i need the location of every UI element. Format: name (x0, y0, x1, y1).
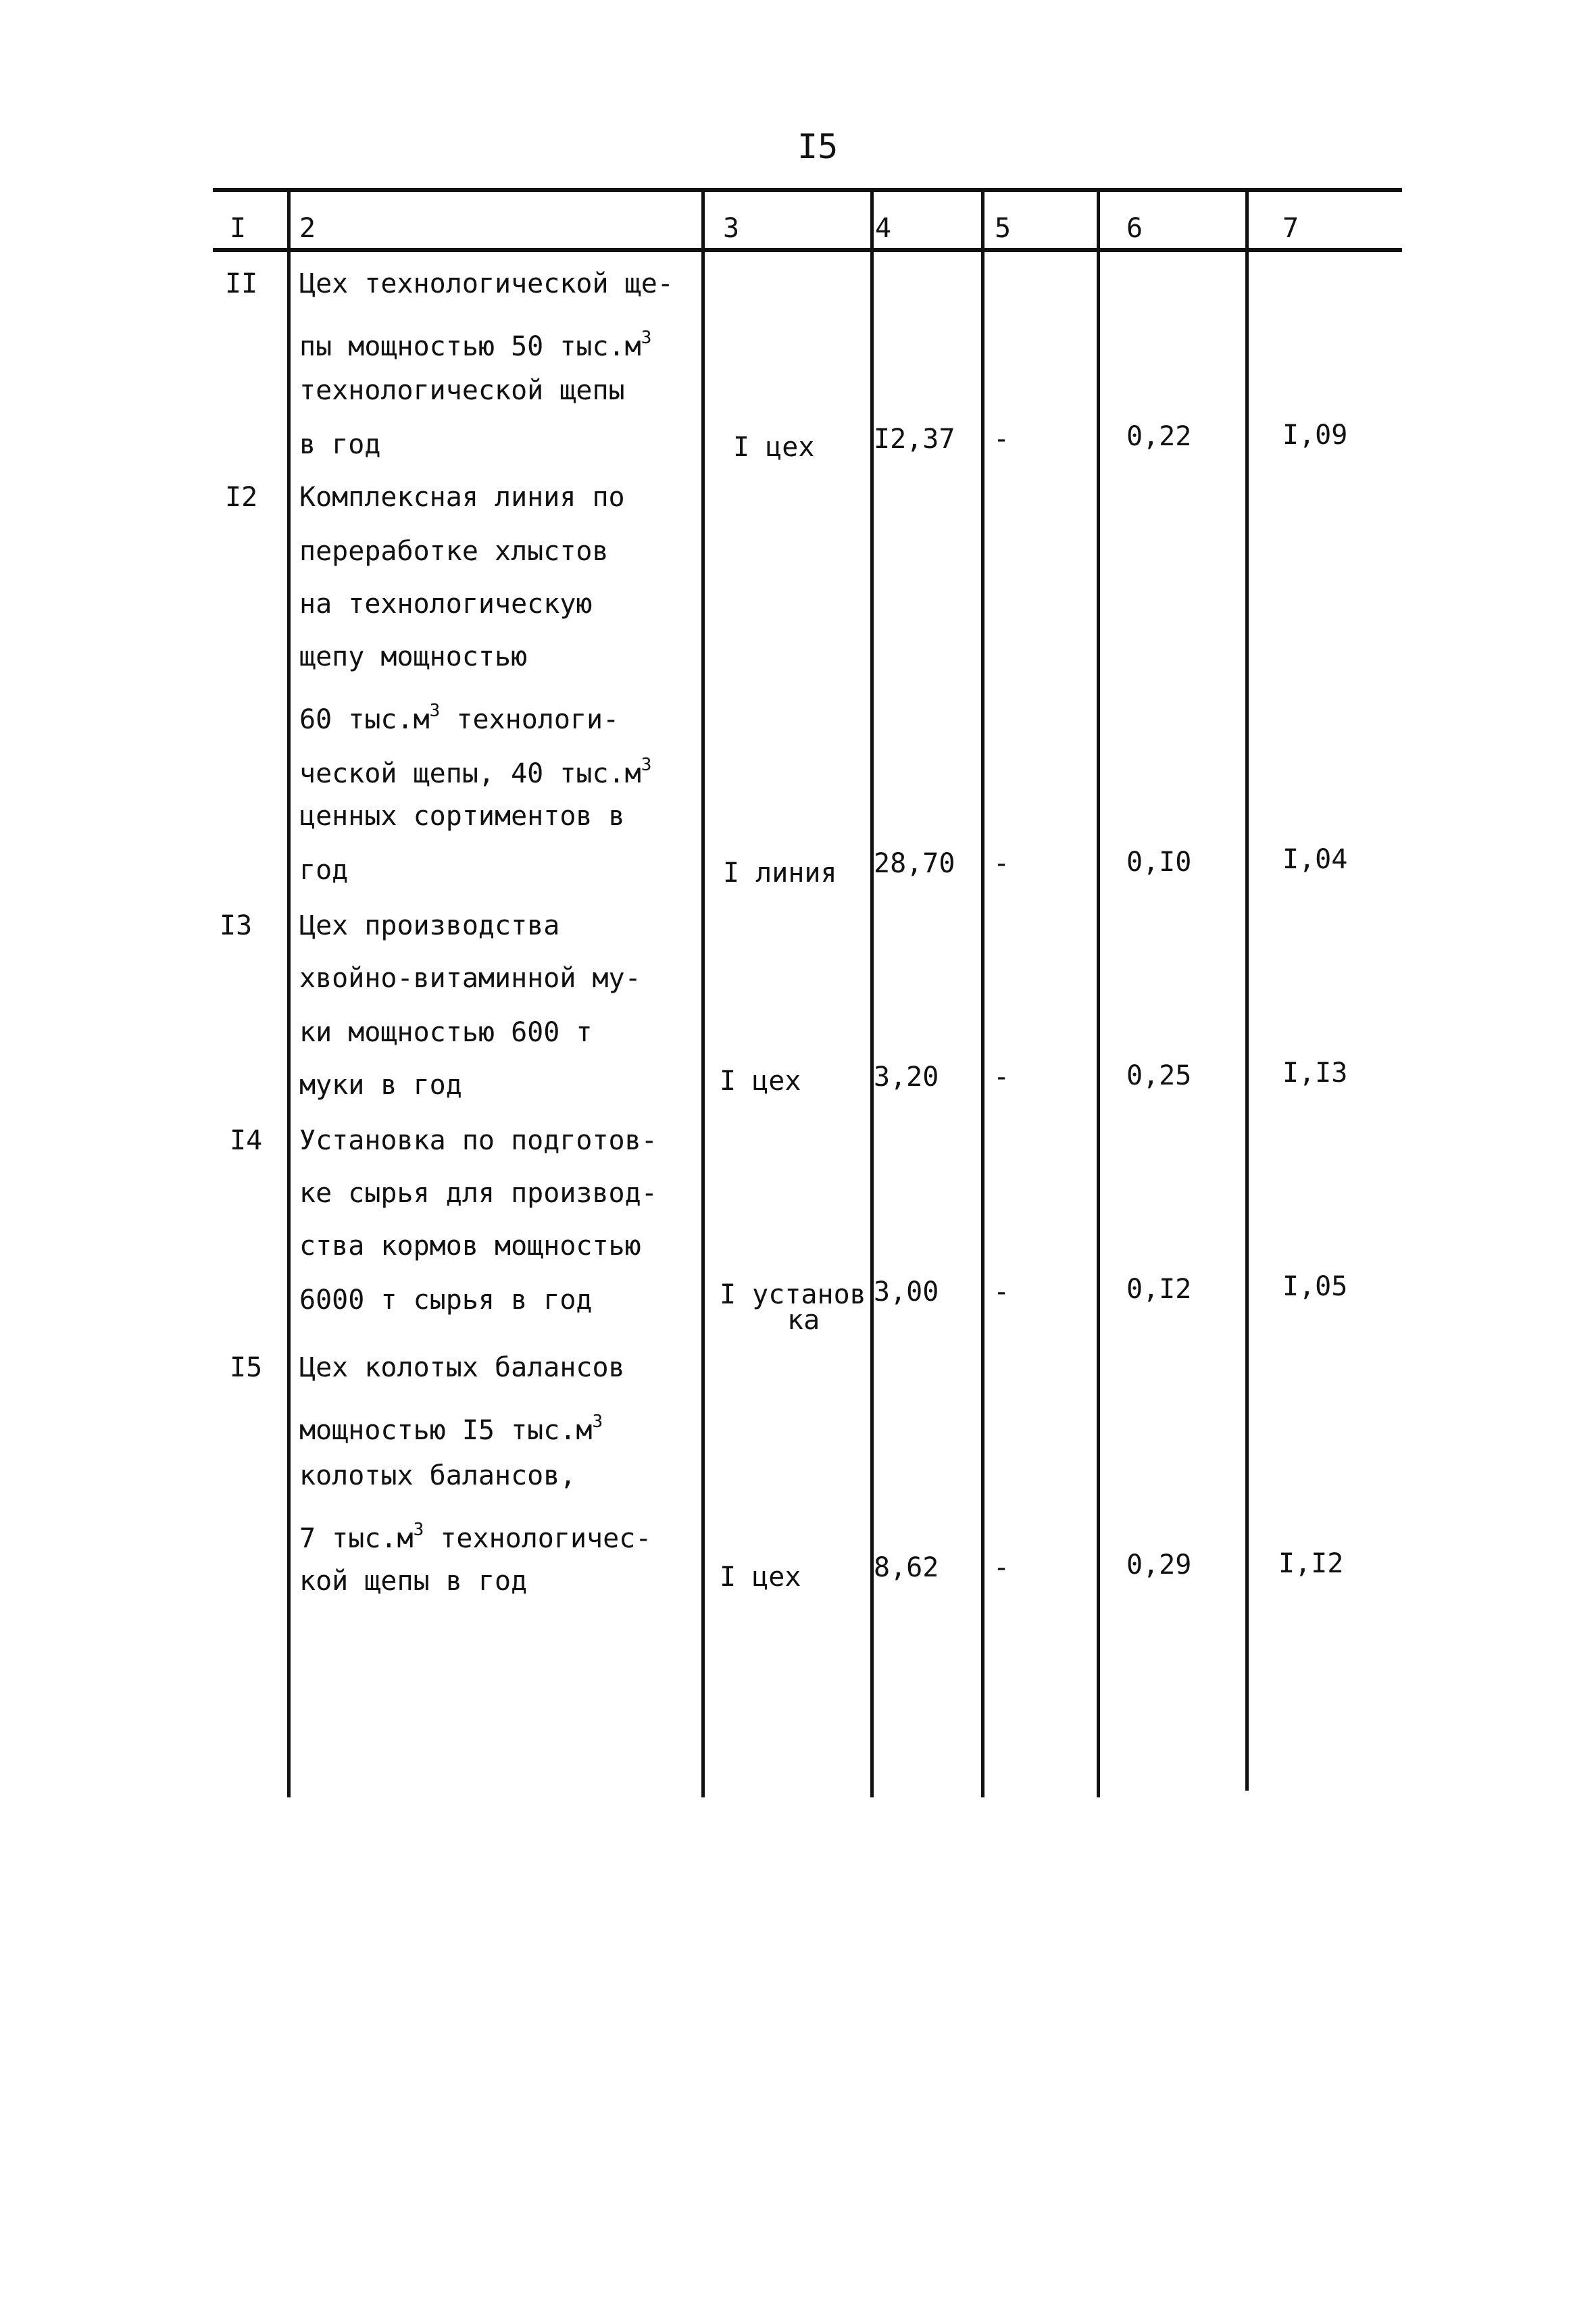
cell-col7: I,I3 (1282, 1057, 1348, 1089)
description-line: кой щепы в год (299, 1566, 528, 1597)
row-number: I3 (220, 910, 253, 941)
row-number: I2 (225, 482, 258, 513)
description-line: 7 $тыс.м^3$ технологичес- (299, 1520, 652, 1554)
column-divider-1 (287, 189, 291, 1797)
description-line: ческой щепы, 40 $тыс.м^3$ (299, 755, 652, 789)
cell-col7: I,04 (1282, 844, 1348, 875)
row-number: II (225, 268, 258, 299)
header-cell: 4 (875, 213, 892, 244)
unit-cell: ка (787, 1305, 820, 1336)
cell-col4: 28,70 (874, 848, 955, 879)
description-line: Установка по подготов- (299, 1125, 657, 1156)
description-line: Комплексная линия по (299, 482, 625, 513)
description-line: ке сырья для производ- (299, 1178, 657, 1209)
row-number: I5 (230, 1352, 263, 1383)
cell-col5: - (993, 1276, 1010, 1308)
page-number: I5 (797, 127, 839, 166)
cell-col6: 0,I0 (1126, 847, 1192, 878)
description-line: мощностью I5 $тыс.м^3$ (299, 1412, 603, 1446)
cell-col6: 0,25 (1126, 1060, 1192, 1091)
cell-col7: I,09 (1282, 420, 1348, 451)
description-line: технологической щепы (299, 375, 625, 406)
description-line: 60 $тыс.м^3$ технологи- (299, 701, 620, 735)
column-divider-4 (981, 189, 984, 1797)
cell-col7: I,05 (1282, 1271, 1348, 1302)
description-line: ки мощностью 600 т (299, 1017, 593, 1048)
header-cell: I (230, 213, 247, 244)
cell-col6: 0,29 (1126, 1549, 1192, 1580)
column-divider-6 (1245, 189, 1249, 1791)
superscript-3: 3 (641, 755, 652, 775)
description-line: щепу мощностью (299, 641, 528, 672)
cell-col5: - (993, 1062, 1010, 1093)
superscript-3: 3 (592, 1412, 603, 1432)
description-line: муки в год (299, 1070, 462, 1101)
table-header-rule (213, 248, 1402, 252)
description-line: Цех производства (299, 910, 560, 941)
superscript-3: 3 (641, 328, 652, 348)
unit-cell: I установ (720, 1279, 866, 1310)
cell-col5: - (993, 848, 1010, 879)
row-number: I4 (230, 1125, 263, 1156)
cell-col7: I,I2 (1278, 1548, 1344, 1579)
superscript-3: 3 (413, 1520, 424, 1540)
cell-col4: 8,62 (874, 1552, 939, 1583)
description-line: на технологическую (299, 589, 593, 620)
header-cell: 2 (299, 213, 316, 244)
header-cell: 3 (723, 213, 740, 244)
description-line: год (299, 855, 349, 886)
header-cell: 7 (1282, 213, 1299, 244)
description-line: переработке хлыстов (299, 536, 609, 567)
description-line: пы мощностью 50 $тыс.м^3$ (299, 328, 652, 362)
description-line: Цех технологической ще- (299, 268, 674, 299)
table-top-rule (213, 188, 1402, 192)
cell-col5: - (993, 1552, 1010, 1583)
unit-cell: I линия (723, 857, 837, 889)
cell-col6: 0,22 (1126, 421, 1192, 452)
cell-col6: 0,I2 (1126, 1274, 1192, 1305)
cell-col4: I2,37 (874, 424, 955, 455)
description-line: хвойно-витаминной му- (299, 963, 641, 994)
header-cell: 6 (1126, 213, 1143, 244)
description-line: колотых балансов, (299, 1460, 576, 1491)
header-cell: 5 (995, 213, 1012, 244)
description-line: 6000 т сырья в год (299, 1285, 593, 1316)
cell-col5: - (993, 424, 1010, 455)
unit-cell: I цех (720, 1562, 801, 1593)
description-line: ценных сортиментов в (299, 801, 625, 832)
unit-cell: I цех (733, 432, 815, 463)
description-line: Цех колотых балансов (299, 1352, 625, 1383)
cell-col4: 3,00 (874, 1276, 939, 1308)
column-divider-2 (701, 189, 705, 1797)
superscript-3: 3 (429, 701, 441, 721)
description-line: в год (299, 429, 381, 460)
cell-col4: 3,20 (874, 1062, 939, 1093)
column-divider-5 (1097, 189, 1100, 1797)
description-line: ства кормов мощностью (299, 1230, 641, 1262)
unit-cell: I цех (720, 1066, 801, 1097)
